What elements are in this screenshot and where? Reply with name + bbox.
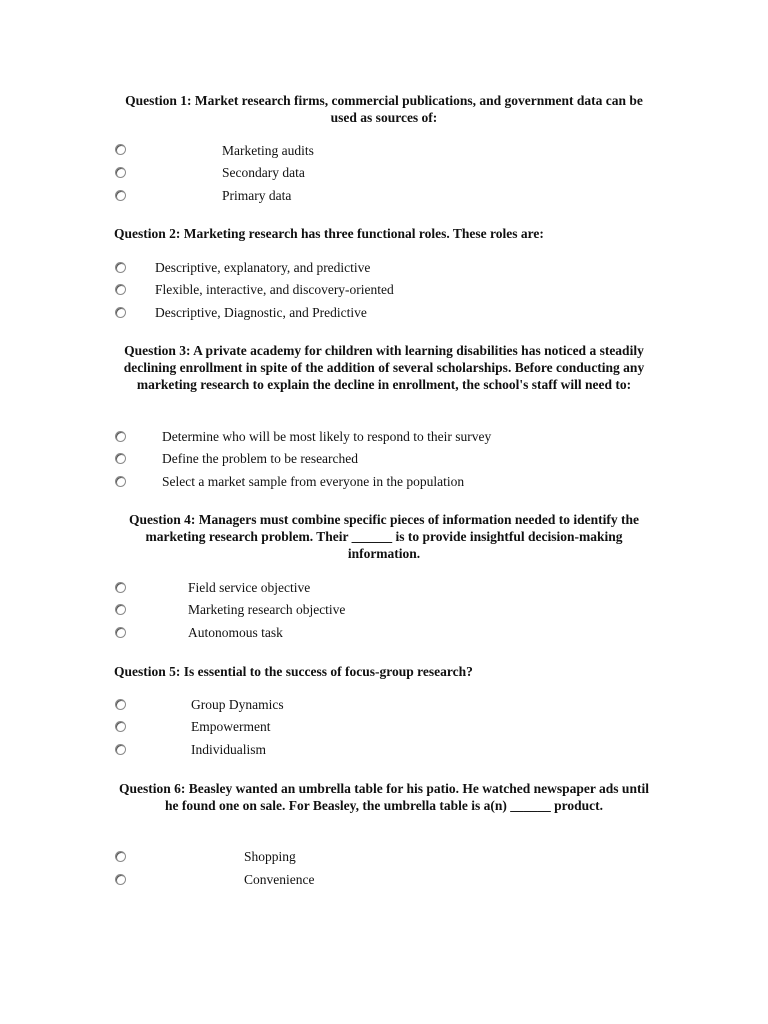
option-label: Determine who will be most likely to respond to their survey bbox=[162, 429, 492, 444]
option-label: Convenience bbox=[244, 872, 315, 887]
radio-button[interactable] bbox=[115, 190, 126, 201]
option-label: Shopping bbox=[244, 849, 296, 864]
option-label: Define the problem to be researched bbox=[162, 451, 359, 466]
question-5-title: Question 5: Is essential to the success of focus-group research? bbox=[114, 664, 473, 679]
option-label: Descriptive, Diagnostic, and Predictive bbox=[155, 305, 367, 320]
question-4-title: Question 4: Managers must combine specific pieces of information needed to identify the marketing research problem. Their ______ is to provide insightful decision-making information. bbox=[129, 512, 639, 561]
radio-button[interactable] bbox=[115, 627, 126, 638]
question-1-title: Question 1: Market research firms, commercial publications, and government data can be used as sources of: bbox=[125, 93, 643, 125]
option-label: Descriptive, explanatory, and predictive bbox=[155, 260, 371, 275]
radio-button[interactable] bbox=[115, 307, 126, 318]
radio-button[interactable] bbox=[115, 144, 126, 155]
radio-button[interactable] bbox=[115, 699, 126, 710]
radio-button[interactable] bbox=[115, 167, 126, 178]
option-label: Empowerment bbox=[191, 719, 271, 734]
option-label: Marketing audits bbox=[222, 143, 314, 158]
question-6-title: Question 6: Beasley wanted an umbrella table for his patio. He watched newspaper ads until he found one on sale. For Beasley, the umbrella table is a(n) ______ product. bbox=[119, 781, 649, 813]
radio-button[interactable] bbox=[115, 476, 126, 487]
question-3-title: Question 3: A private academy for children with learning disabilities has noticed a steadily declining enrollment in spite of the addition of several scholarships. Before conducting any marketing research to explain the decline in enrollment, the school's staff will need to: bbox=[123, 343, 645, 392]
radio-button[interactable] bbox=[115, 262, 126, 273]
radio-button[interactable] bbox=[115, 604, 126, 615]
option-label: Autonomous task bbox=[188, 625, 283, 640]
question-2-title: Question 2: Marketing research has three functional roles. These roles are: bbox=[114, 226, 544, 241]
option-label: Marketing research objective bbox=[188, 602, 346, 617]
option-label: Select a market sample from everyone in the population bbox=[162, 474, 465, 489]
option-label: Secondary data bbox=[222, 165, 305, 180]
radio-button[interactable] bbox=[115, 851, 126, 862]
radio-button[interactable] bbox=[115, 721, 126, 732]
option-label: Primary data bbox=[222, 188, 292, 203]
radio-button[interactable] bbox=[115, 431, 126, 442]
radio-button[interactable] bbox=[115, 744, 126, 755]
radio-button[interactable] bbox=[115, 284, 126, 295]
option-label: Individualism bbox=[191, 742, 266, 757]
option-label: Flexible, interactive, and discovery-oriented bbox=[155, 282, 394, 297]
option-label: Field service objective bbox=[188, 580, 311, 595]
option-label: Group Dynamics bbox=[191, 697, 284, 712]
radio-button[interactable] bbox=[115, 453, 126, 464]
radio-button[interactable] bbox=[115, 874, 126, 885]
radio-button[interactable] bbox=[115, 582, 126, 593]
